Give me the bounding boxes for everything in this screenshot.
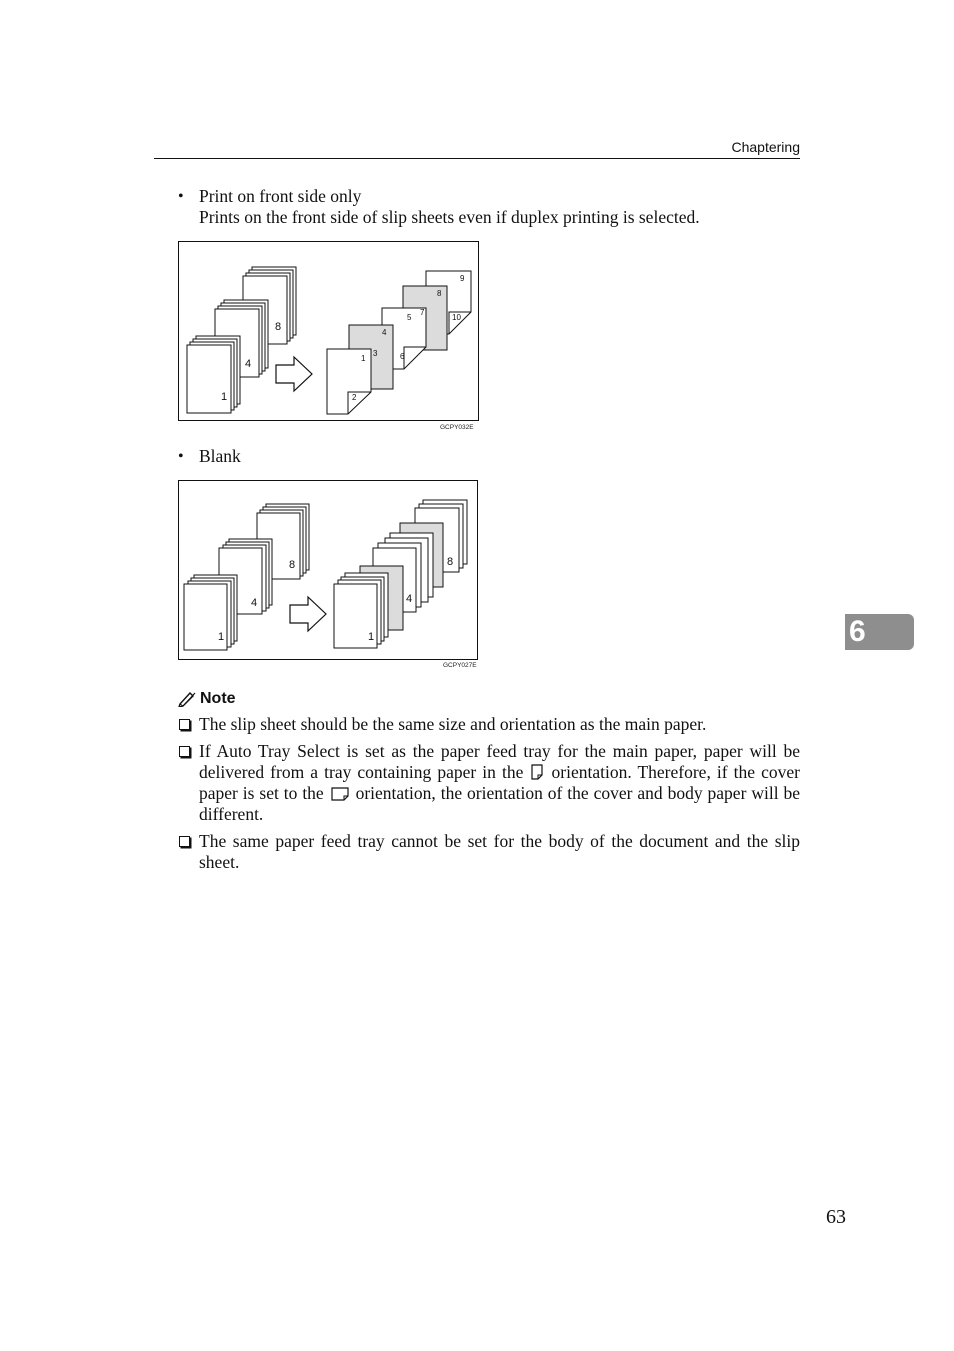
page-number: 63 — [826, 1206, 846, 1228]
figure-label: 4 — [245, 358, 252, 370]
figure-label: 7 — [420, 308, 425, 317]
checkbox-icon — [179, 746, 190, 757]
portrait-paper-icon — [531, 764, 543, 780]
landscape-paper-icon — [331, 787, 349, 801]
note-text: orientation. Therefore, if the cover paper is set to the — [199, 762, 800, 803]
figure-code: GCPY032E — [440, 424, 474, 431]
figure-label: 4 — [406, 593, 413, 605]
figure-label: 3 — [373, 349, 378, 358]
figure-label: 6 — [400, 352, 405, 361]
option-title: Print on front side only — [199, 186, 362, 206]
note-item — [178, 714, 800, 735]
figure-label: 9 — [460, 274, 465, 283]
header-rule — [154, 158, 800, 159]
note-item — [178, 831, 800, 873]
pencil-icon — [178, 691, 196, 707]
figure-label: 10 — [452, 313, 461, 322]
note-text: If Auto Tray Select is set as the paper feed tray for the main paper, paper will be delivered from a tray containing paper in the — [199, 741, 800, 782]
figure-label: 1 — [361, 354, 366, 363]
note-text: The slip sheet should be the same size and orientation as the main paper. — [199, 714, 707, 734]
figure-code: GCPY027E — [443, 662, 477, 669]
figure-label: 8 — [447, 556, 454, 568]
figure-label: 8 — [437, 289, 442, 298]
note-item — [178, 741, 800, 825]
bullet-icon: • — [178, 188, 184, 205]
figure-label: 8 — [275, 321, 282, 333]
figure-label: 4 — [251, 597, 258, 609]
figure-label: 8 — [289, 559, 296, 571]
note-list — [178, 714, 800, 879]
option-title: Blank — [199, 446, 241, 466]
figure-blank — [178, 480, 478, 660]
note-title: Note — [200, 690, 236, 707]
figure-label: 1 — [218, 631, 225, 643]
checkbox-icon — [179, 719, 190, 730]
running-header: Chaptering — [731, 139, 800, 155]
note-text: The same paper feed tray cannot be set for the body of the document and the slip sheet. — [199, 831, 800, 872]
figure-label: 4 — [382, 328, 387, 337]
figure-label: 5 — [407, 313, 412, 322]
figure-label: 1 — [368, 631, 375, 643]
figure-front-side-only — [178, 241, 479, 421]
note-heading — [178, 690, 236, 708]
option-description: Prints on the front side of slip sheets even if duplex printing is selected. — [199, 207, 700, 227]
figure-label: 2 — [352, 393, 357, 402]
note-text: orientation, the orientation of the cover and body paper will be different. — [199, 783, 801, 824]
figure-label: 1 — [221, 391, 228, 403]
checkbox-icon — [179, 836, 190, 847]
chapter-tab: 6 — [845, 614, 914, 650]
bullet-icon: • — [178, 448, 184, 465]
